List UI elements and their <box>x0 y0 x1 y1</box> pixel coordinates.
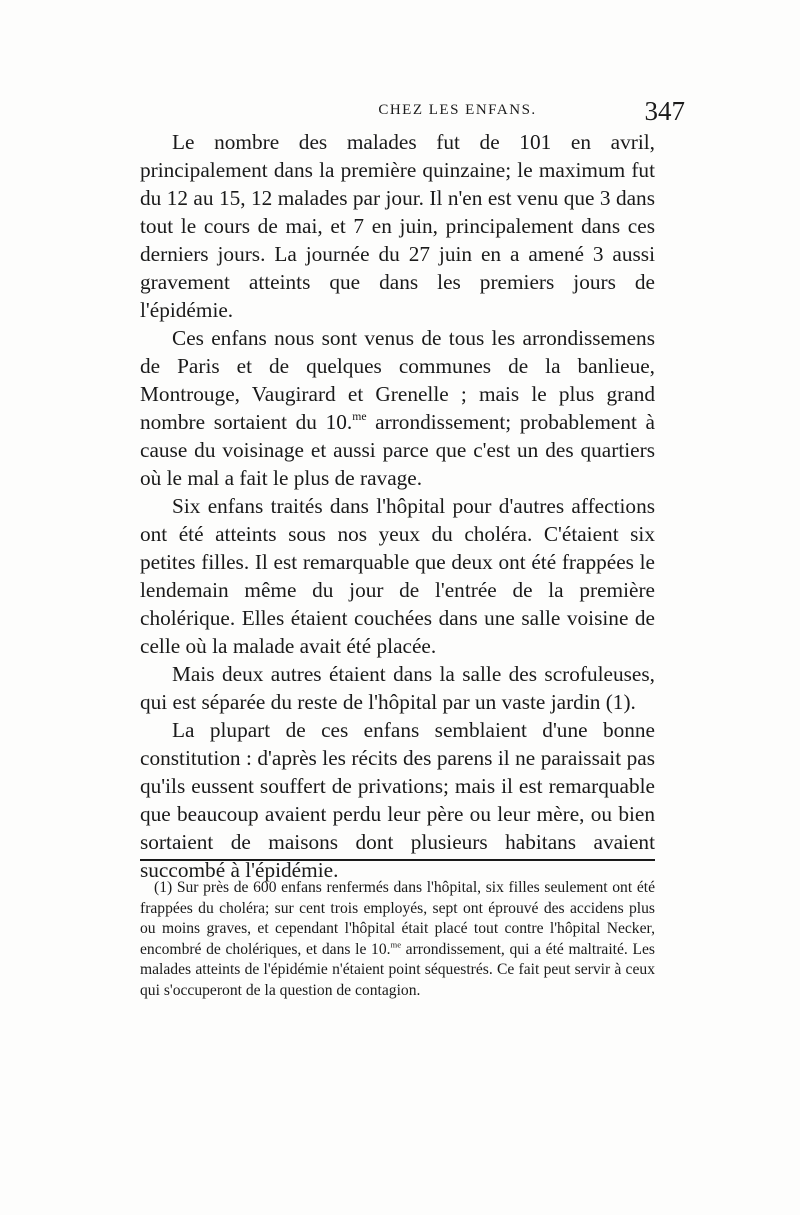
footnote-rule <box>140 859 655 861</box>
body-text <box>140 128 655 884</box>
paragraph-2-text-a: Ces enfans nous sont venus de tous les arrondissemens de Paris et de quelques communes de la banlieue, Montrouge, Vaugirard et Grenelle ; mais le plus grand nombre sortaient du 10. <box>140 326 655 434</box>
footnote-text-b: arrondissement, qui a été maltraité. Les malades atteints de l'épidémie n'étaient point séquestrés. Ce fait peut servir à ceux qui s'occuperont de la question de contagion. <box>140 940 655 999</box>
page-number: 347 <box>644 96 685 126</box>
footnote-text-a: (1) Sur près de 600 enfans renfermés dans l'hôpital, six filles seulement ont été frappées du choléra; sur cent trois employés, sept ont éprouvé des accidens plus ou moins graves, et cependant l'hôpital était placé tout contre l'hôpital Necker, encombré de cholériques, et dans le 10. <box>140 879 655 958</box>
paragraph-2-text-b: arrondissement; probablement à cause du voisinage et aussi parce que c'est un des quartiers où le mal a fait le plus de ravage. <box>140 410 656 490</box>
running-head: CHEZ LES ENFANS. <box>378 102 537 118</box>
footnote <box>140 878 655 1001</box>
paragraph-5: La plupart de ces enfans semblaient d'une bonne constitution : d'après les récits des parens il ne paraissait pas qu'ils eussent souffert de privations; mais il est remarquable que beaucoup avaient perdu leur père ou leur mère, ou bien sortaient de maisons dont plusieurs habitans avaient succombé à l'épidémie. <box>140 718 655 882</box>
footnote-superscript: me <box>390 939 401 950</box>
page-header <box>140 96 685 126</box>
paragraph-2 <box>140 324 655 492</box>
paragraph-3: Six enfans traités dans l'hôpital pour d'autres affections ont été atteints sous nos yeux du choléra. C'étaient six petites filles. Il est remarquable que deux ont été frappées le lendemain même du jour de l'entrée de la première cholérique. Elles étaient couchées dans une salle voisine de celle où la malade avait été placée. <box>140 494 655 658</box>
paragraph-2-superscript: me <box>352 410 367 424</box>
paragraph-1: Le nombre des malades fut de 101 en avril, principalement dans la première quinzaine; le maximum fut du 12 au 15, 12 malades par jour. Il n'en est venu que 3 dans tout le cours de mai, et 7 en juin, principalement dans ces derniers jours. La journée du 27 juin en a amené 3 aussi gravement atteints que dans les premiers jours de l'épidémie. <box>140 130 655 322</box>
paragraph-4: Mais deux autres étaient dans la salle des scrofuleuses, qui est séparée du reste de l'hôpital par un vaste jardin (1). <box>140 662 655 714</box>
